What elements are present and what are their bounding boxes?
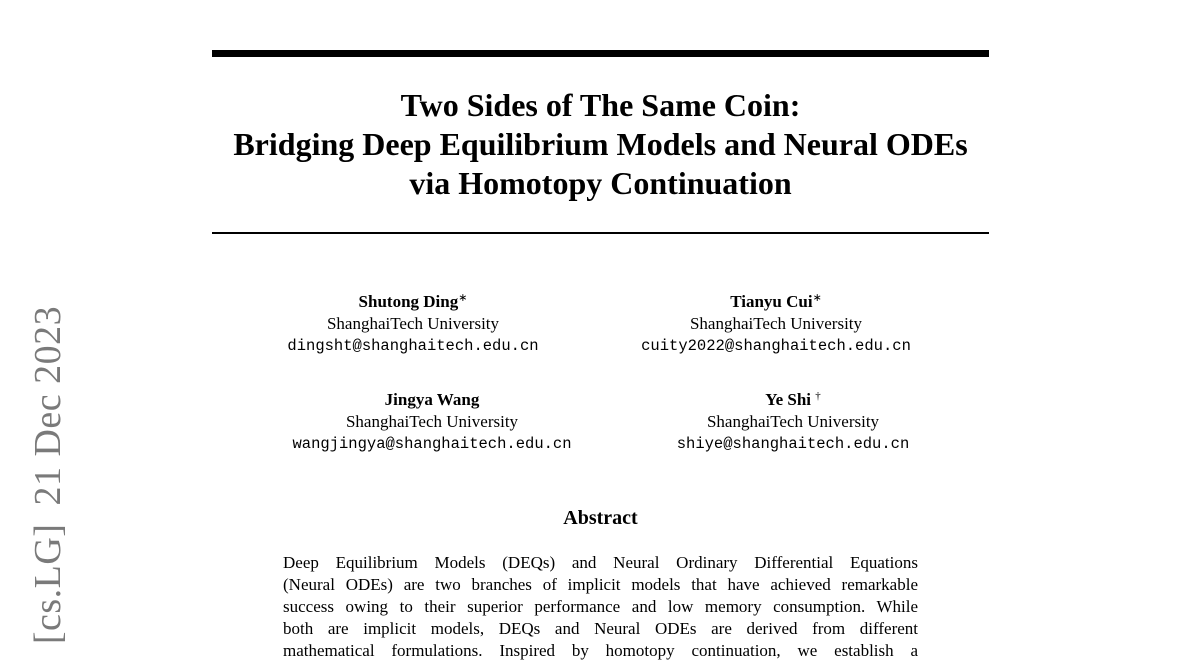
author-email: dingsht@shanghaitech.edu.cn (287, 337, 539, 355)
author-block (641, 287, 911, 357)
author-affiliation: ShanghaiTech University (689, 314, 863, 333)
abstract-line: both are implicit models, DEQs and Neural ODEs are derived from different (283, 619, 918, 638)
author-name: Ye Shi † (765, 390, 821, 409)
abstract-line: Deep Equilibrium Models (DEQs) and Neural Ordinary Differential Equations (283, 553, 918, 572)
author-footnote-mark: † (815, 390, 821, 402)
author-name: Tianyu Cui∗ (730, 292, 822, 311)
arxiv-category: [cs.LG] (27, 523, 69, 645)
author-affiliation: ShanghaiTech University (326, 314, 500, 333)
title-bottom-rule (212, 232, 989, 234)
title-line: Two Sides of The Same Coin: (400, 87, 801, 123)
author-email: shiye@shanghaitech.edu.cn (676, 435, 910, 453)
paper-title (212, 86, 989, 203)
arxiv-side-stamp (26, 306, 70, 644)
author-email: wangjingya@shanghaitech.edu.cn (292, 435, 572, 453)
title-top-rule (212, 50, 989, 57)
title-line: via Homotopy Continuation (409, 165, 792, 201)
abstract-body (283, 552, 918, 662)
abstract-line: success owing to their superior performance and low memory consumption. While (283, 597, 918, 616)
abstract-line: mathematical formulations. Inspired by homotopy continuation, we establish a (283, 641, 918, 660)
author-footnote-mark: ∗ (458, 292, 468, 304)
abstract-line: (Neural ODEs) are two branches of implicit models that have achieved remarkable (283, 575, 918, 594)
author-footnote-mark: ∗ (812, 292, 822, 304)
author-name: Shutong Ding∗ (358, 292, 468, 311)
author-affiliation: ShanghaiTech University (706, 412, 880, 431)
title-line: Bridging Deep Equilibrium Models and Neural ODEs (233, 126, 968, 162)
author-block (287, 287, 538, 357)
author-affiliation: ShanghaiTech University (345, 412, 519, 431)
author-email: cuity2022@shanghaitech.edu.cn (641, 337, 911, 355)
abstract-heading: Abstract (563, 507, 638, 529)
author-name: Jingya Wang (384, 390, 480, 409)
arxiv-date: 21 Dec 2023 (27, 305, 69, 506)
author-block (292, 385, 571, 455)
author-block (677, 385, 910, 455)
